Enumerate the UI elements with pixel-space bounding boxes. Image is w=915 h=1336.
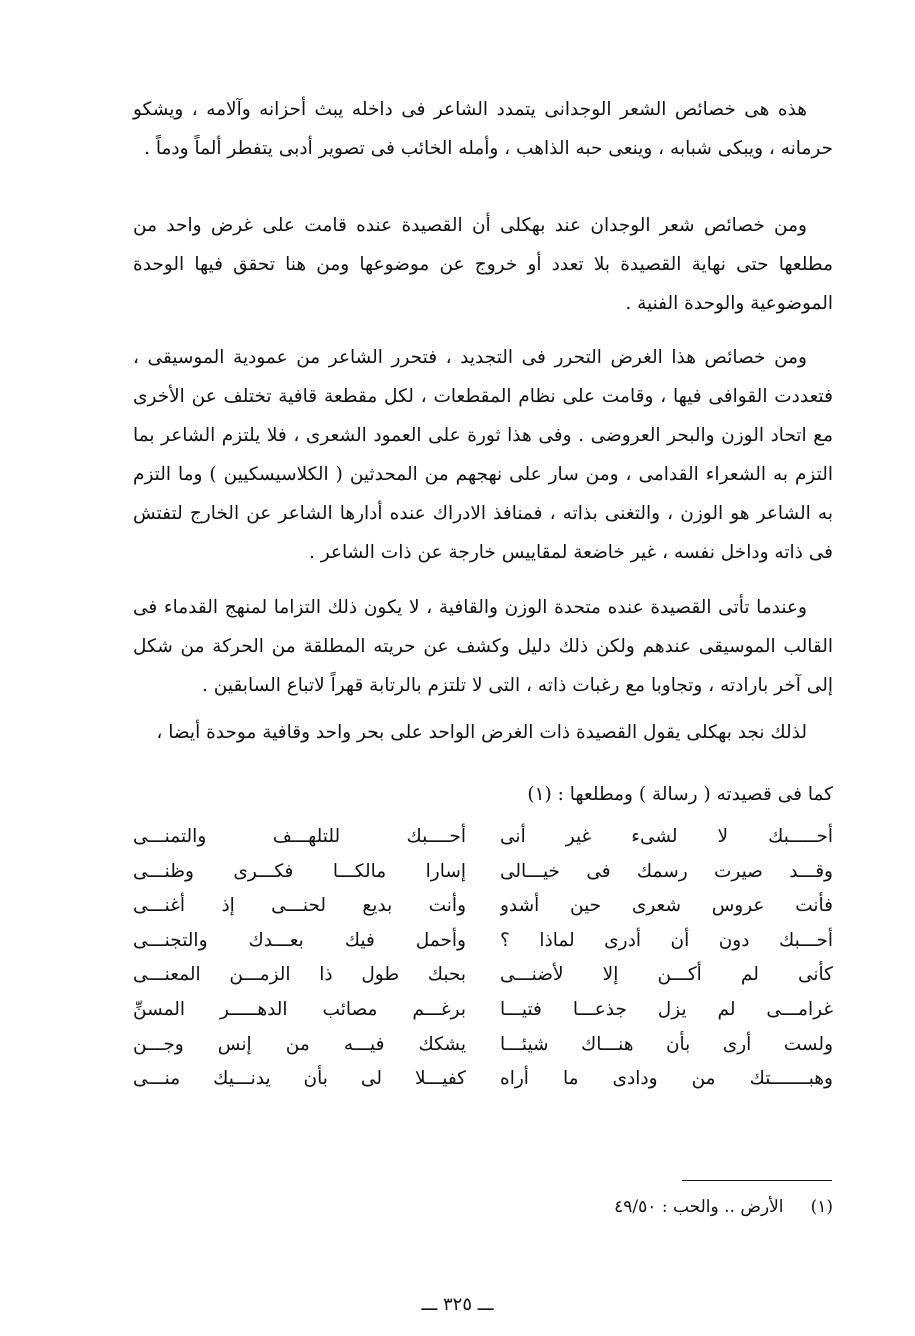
- second-hemistich: يشكك فيـــه من إنس وجـــن: [133, 1033, 466, 1055]
- paragraph: [133, 588, 833, 705]
- paragraph: [133, 338, 833, 572]
- page-number: ـــ ٣٢٥ ـــ: [421, 1294, 494, 1315]
- first-hemistich: فأنت عروس شعرى حين أشدو: [500, 895, 833, 917]
- first-hemistich: أحـــبك دون أن أدرى لماذا ؟: [500, 929, 833, 951]
- poem-verse: [133, 855, 833, 890]
- poem-verse: [133, 889, 833, 924]
- second-hemistich: برغـــم مصائب الدهـــــر المسنِّ: [133, 998, 466, 1020]
- paragraph-text: وعندما تأتى القصيدة عنده متحدة الوزن والقافية ، لا يكون ذلك التزاما لمنهج القدماء فى القالب الموسيقى عندهم ولكن ذلك دليل وكشف عن حريته المطلقة من الحركة من شكل إلى آخر بارادته ، وتجاوبا مع رغبات ذاته ، التى لا تلتزم بالرتابة قهراً لاتباع السابقين .: [133, 597, 833, 696]
- second-hemistich: كفيـــلا لى بأن يدنـــيك منـــى: [133, 1068, 466, 1090]
- first-hemistich: غرامـــى لم يزل جذعـــا فتيـــا: [500, 998, 833, 1020]
- poem-verse: [133, 993, 833, 1028]
- footnote: [133, 1192, 833, 1222]
- poem-verse: [133, 924, 833, 959]
- paragraph-text: لذلك نجد بهكلى يقول القصيدة ذات الغرض الواحد على بحر واحد وقافية موحدة أيضا ،: [156, 722, 807, 743]
- poem-verse: [133, 1062, 833, 1097]
- poem-verse: [133, 1028, 833, 1063]
- first-hemistich: أحـــــبك لا لشىء غير أنى: [500, 826, 833, 847]
- second-hemistich: إسارا مالكـــا فكـــرى وظنـــى: [133, 860, 466, 882]
- poem: [133, 820, 833, 1097]
- paragraph-text: ومن خصائص شعر الوجدان عند بهكلى أن القصيدة عنده قامت على غرض واحد من مطلعها حتى نهاية القصيدة بلا تعدد أو خروج عن موضوعها ومن هنا تحقق فيها الوحدة الموضوعية والوحدة الفنية .: [133, 215, 833, 314]
- footnote-text: الأرض .. والحب : ٤٩/٥٠: [614, 1197, 784, 1217]
- second-hemistich: وأحمل فيك بعـــدك والتجنـــى: [133, 929, 466, 951]
- first-hemistich: ولست أرى بأن هنـــاك شيئـــا: [500, 1033, 833, 1055]
- first-hemistich: وهبـــــــتك من ودادى ما أراه: [500, 1068, 833, 1090]
- paragraph-text: ومن خصائص هذا الغرض التحرر فى التجديد ، فتحرر الشاعر من عمودية الموسيقى ، فتعددت القوافى فيها ، وقامت على نظام المقطعات ، لكل مقطعة قافية تختلف عن الأخرى مع اتحاد الوزن والبحر العروضى . وفى هذا ثورة على العمود الشعرى ، فلا يلتزم الشاعر بما التزم به الشعراء القدامى ، ومن سار على نهجهم من المحدثين ( الكلاسيسكيين ) وما التزم به الشاعر هو الوزن ، والتغنى بذاته ، فمنافذ الادراك عنده أدارها الشاعر عن الخارج لتفتش فى ذاته وداخل نفسه ، غير خاضعة لمقاييس خارجة عن ذات الشاعر .: [133, 347, 833, 563]
- poem-intro: كما فى قصيدته ( رسالة ) ومطلعها : (١): [527, 784, 833, 805]
- second-hemistich: وأنت بديع لحنـــى إذ أغنـــى: [133, 895, 466, 917]
- poem-verse: [133, 958, 833, 993]
- second-hemistich: أحــــبك للتلهـــف والتمنـــى: [133, 826, 466, 847]
- first-hemistich: كأنى لم أكـــن إلا لأضنـــى: [500, 964, 833, 986]
- footnote-marker: (١): [810, 1197, 833, 1217]
- paragraph: [133, 206, 833, 323]
- paragraph: [133, 713, 833, 752]
- first-hemistich: وقـــد صيرت رسمك فى خيـــالى: [500, 860, 833, 882]
- paragraph: [133, 90, 833, 168]
- second-hemistich: بحبك طول ذا الزمـــن المعنـــى: [133, 964, 466, 986]
- paragraph-text: هذه هى خصائص الشعر الوجدانى يتمدد الشاعر فى داخله يبث أحزانه وآلامه ، ويشكو حرمانه ، ويبكى شبابه ، وينعى حبه الذاهب ، وأمله الخائب فى تصوير أدبى يتفطر ألماً ودماً .: [133, 99, 833, 159]
- footnote-divider: [682, 1180, 832, 1181]
- poem-verse: [133, 820, 833, 855]
